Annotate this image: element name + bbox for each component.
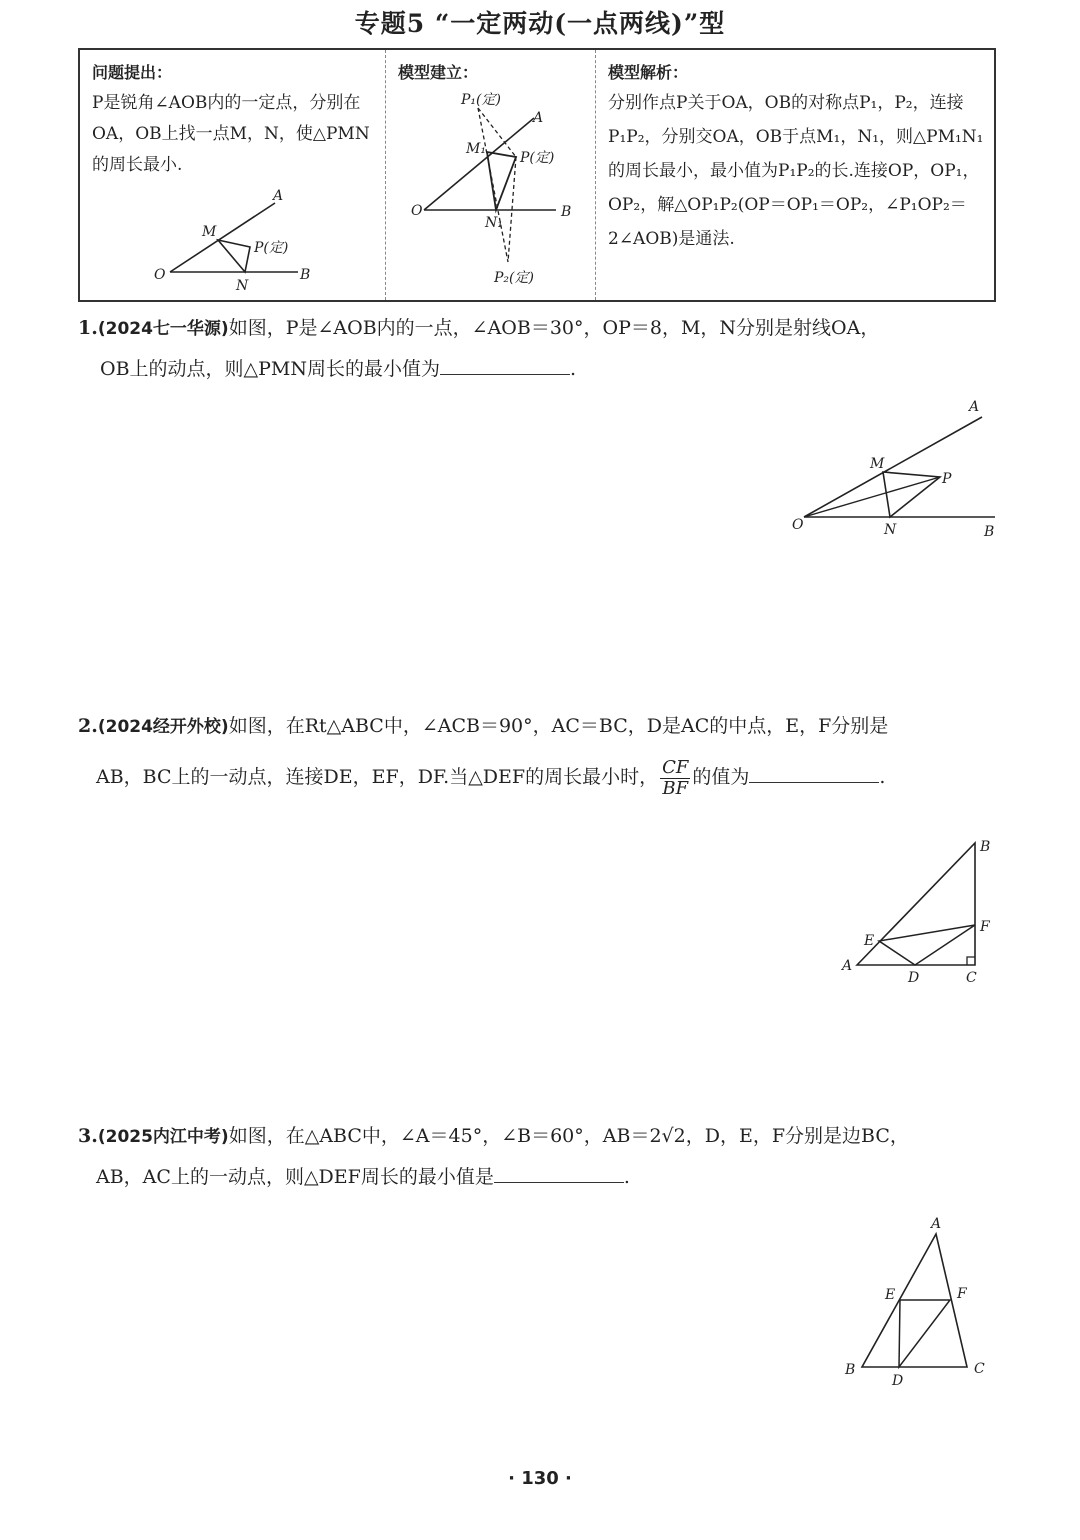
label-n1: N₁ xyxy=(485,215,503,231)
problem-figure xyxy=(80,50,385,304)
question-text: AB，BC上的一动点，连接DE，EF，DF.当△DEF的周长最小时， xyxy=(96,766,659,788)
label-b: B xyxy=(984,524,995,540)
fraction-cf-bf xyxy=(660,758,690,799)
label-o: O xyxy=(792,517,804,533)
question-period: . xyxy=(570,358,577,380)
label-a: A xyxy=(969,399,980,415)
question-3-figure xyxy=(840,1210,1000,1390)
question-period: . xyxy=(623,1166,630,1188)
label-p: P xyxy=(942,471,952,487)
label-a: A xyxy=(533,110,544,126)
label-p: P(定) xyxy=(254,240,289,256)
triangle-pm1n1 xyxy=(487,152,516,210)
question-2-line1 xyxy=(78,706,998,747)
label-f: F xyxy=(980,919,990,935)
question-3-line1 xyxy=(78,1116,998,1157)
label-p1: P₁(定) xyxy=(461,92,501,108)
question-text: OB上的动点，则△PMN周长的最小值为 xyxy=(100,358,441,380)
question-1-line2 xyxy=(78,349,998,389)
question-text: 如图，P是∠AOB内的一点，∠AOB＝30°，OP＝8，M，N分别是射线OA， xyxy=(228,317,880,339)
fraction-numerator: CF xyxy=(662,756,689,778)
triangle-pmn xyxy=(883,472,940,517)
label-n: N xyxy=(236,278,249,294)
problem-heading: 问题提出： xyxy=(92,63,173,82)
question-number: 1. xyxy=(78,317,98,339)
label-p2: P₂(定) xyxy=(494,270,534,286)
question-text: 的值为 xyxy=(692,766,750,788)
label-n: N xyxy=(884,522,897,538)
ray-oa xyxy=(804,417,982,517)
label-e: E xyxy=(885,1287,896,1303)
question-3-line2 xyxy=(78,1157,998,1197)
label-a: A xyxy=(273,188,284,204)
question-text: AB，AC上的一动点，则△DEF周长的最小值是 xyxy=(96,1166,494,1188)
label-b: B xyxy=(845,1362,856,1378)
label-d: D xyxy=(908,970,920,986)
page-number: · 130 · xyxy=(508,1468,572,1489)
question-period: . xyxy=(879,766,886,788)
label-d: D xyxy=(892,1373,904,1389)
question-3 xyxy=(78,1116,998,1197)
question-1-figure xyxy=(780,395,1010,545)
build-figure xyxy=(386,50,596,304)
label-f: F xyxy=(957,1286,967,1302)
ray-oa xyxy=(170,203,275,272)
question-2 xyxy=(78,706,998,799)
answer-blank[interactable] xyxy=(440,352,570,375)
label-c: C xyxy=(974,1361,985,1377)
fraction-denominator: BF xyxy=(662,777,689,799)
question-number: 2. xyxy=(78,715,98,737)
build-heading: 模型建立： xyxy=(398,63,479,82)
question-2-figure xyxy=(835,835,1005,995)
page-title: 专题5 “一定两动(一点两线)”型 xyxy=(354,9,726,38)
triangle-pmn xyxy=(218,240,250,272)
label-b: B xyxy=(980,839,991,855)
label-b: B xyxy=(561,204,572,220)
question-1 xyxy=(78,308,998,389)
question-text: 如图，在Rt△ABC中，∠ACB＝90°，AC＝BC，D是AC的中点，E，F分别是 xyxy=(228,715,889,737)
label-m: M xyxy=(202,224,217,240)
answer-blank[interactable] xyxy=(749,760,879,783)
model-summary-box xyxy=(78,48,996,302)
ray-oa xyxy=(424,118,534,210)
label-a: A xyxy=(931,1216,942,1232)
question-source: (2024七一华源) xyxy=(97,319,229,339)
question-text: 如图，在△ABC中，∠A＝45°，∠B＝60°，AB＝2√2，D，E，F分别是边BC， xyxy=(228,1125,909,1147)
label-c: C xyxy=(966,970,977,986)
analysis-column xyxy=(595,50,996,300)
problem-text: P是锐角∠AOB内的一定点，分别在OA，OB上找一点M，N，使△PMN的周长最小. xyxy=(92,93,370,175)
label-o: O xyxy=(411,203,423,219)
question-1-line1 xyxy=(78,308,998,349)
triangle-abc xyxy=(857,843,975,965)
label-m1: M₁ xyxy=(466,141,486,157)
triangle-def xyxy=(899,1300,950,1367)
label-a: A xyxy=(842,958,853,974)
label-b: B xyxy=(300,267,311,283)
question-2-line2 xyxy=(78,757,998,799)
analysis-heading: 模型解析： xyxy=(608,63,689,82)
right-angle-mark xyxy=(967,957,975,965)
label-m: M xyxy=(870,456,885,472)
question-number: 3. xyxy=(78,1125,98,1147)
label-e: E xyxy=(864,933,875,949)
build-column xyxy=(385,50,595,300)
question-source: (2025内江中考) xyxy=(97,1127,229,1147)
segment-op xyxy=(804,477,940,517)
question-source: (2024经开外校) xyxy=(97,717,229,737)
triangle-def xyxy=(879,925,975,965)
answer-blank[interactable] xyxy=(494,1160,624,1183)
analysis-text: 分别作点P关于OA，OB的对称点P₁，P₂，连接P₁P₂，分别交OA，OB于点M₁，N₁，则△PM₁N₁的周长最小，最小值为P₁P₂的长.连接OP，OP₁，OP₂，解△OP₁P₂(OP＝OP₁＝OP₂，∠P₁OP₂＝2∠AOB)是通法. xyxy=(608,93,984,249)
problem-column xyxy=(80,50,385,300)
label-o: O xyxy=(154,267,166,283)
label-p: P(定) xyxy=(520,150,555,166)
